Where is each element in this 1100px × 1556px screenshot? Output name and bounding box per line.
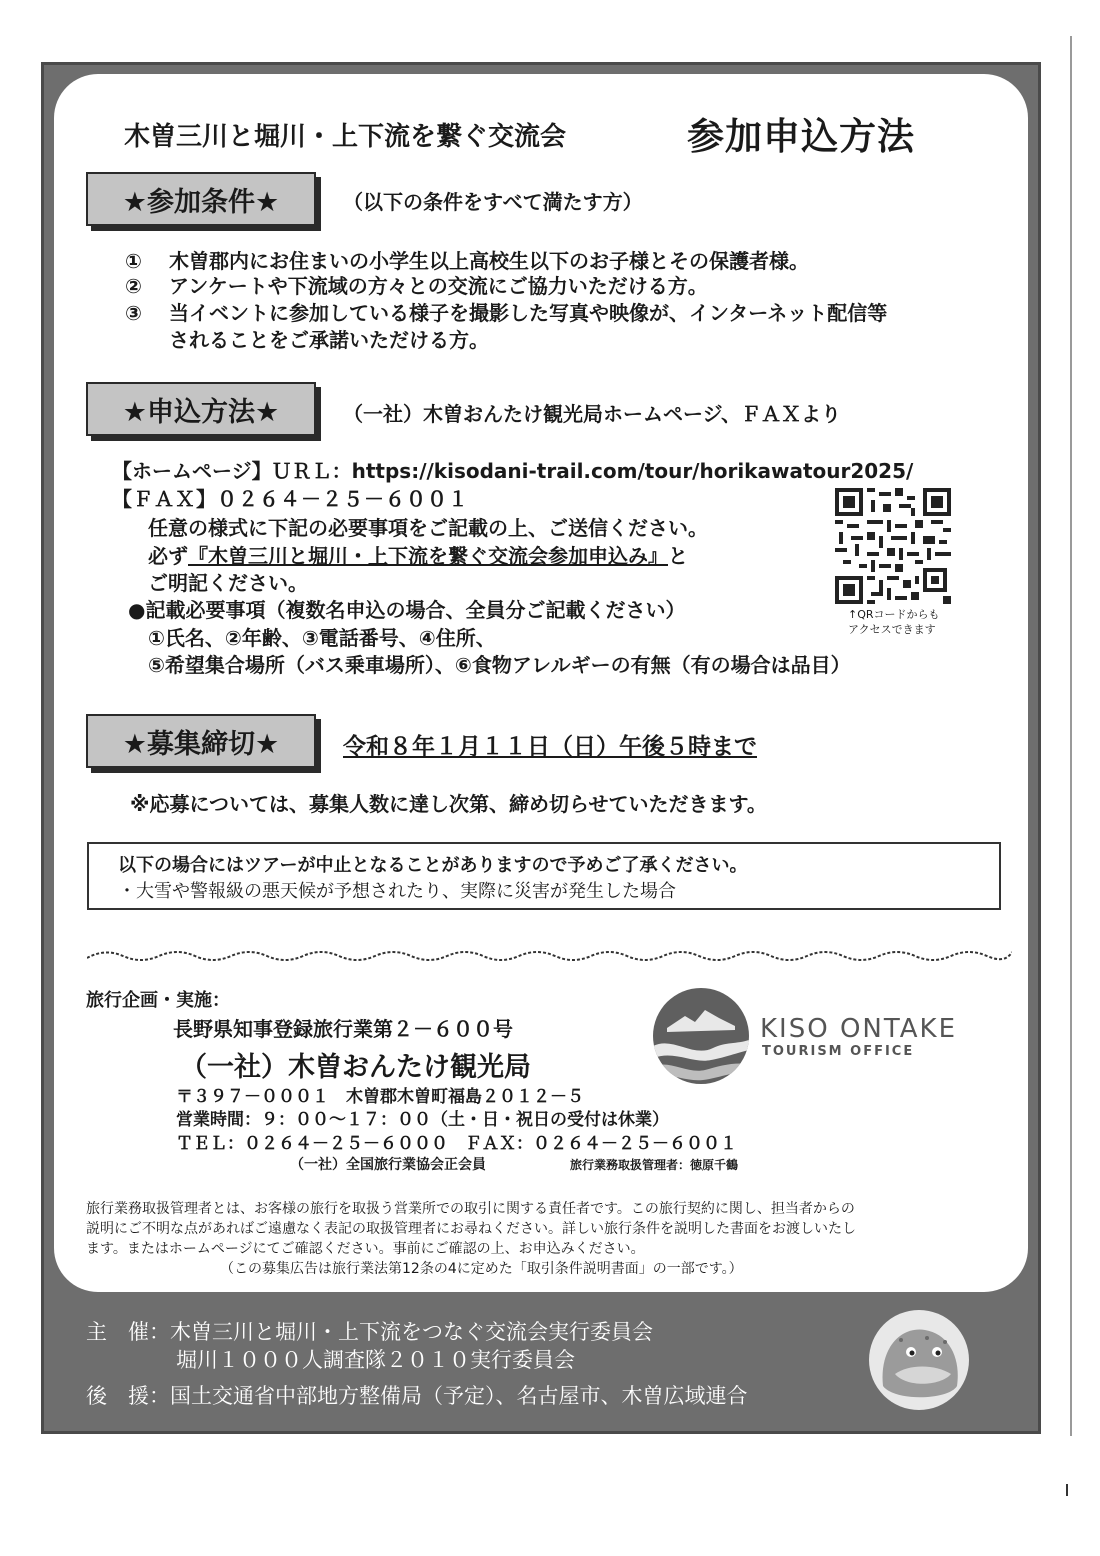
mascot-character-icon xyxy=(865,1308,973,1412)
condition-text: 木曽郡内にお住まいの小学生以上高校生以下のお子様とその保護者様。 xyxy=(169,249,809,273)
condition-number: ① xyxy=(125,249,142,273)
homepage-url[interactable]: https://kisodani-trail.com/tour/horikawatour2025/ xyxy=(351,459,914,483)
qr-caption-1: ↑QRコードからも xyxy=(848,608,940,621)
apply-note: （一社）木曽おんたけ観光局ホームページ、ＦＡＸより xyxy=(343,402,841,426)
condition-item-2 xyxy=(125,270,708,299)
condition-number: ③ xyxy=(125,301,142,325)
disclaimer-line-2: 説明にご不明な点があればご遠慮なく表記の取扱管理者にお尋ねください。詳しい旅行条件を説明した書面をお渡しいたし xyxy=(86,1221,856,1237)
support-label: 後 援： xyxy=(86,1384,170,1408)
fax-line: 【ＦＡＸ】０２６４－２５－６００１ xyxy=(112,487,469,511)
logo-title: KISO ONTAKE xyxy=(760,1014,957,1044)
homepage-label: 【ホームページ】ＵＲＬ： xyxy=(112,459,352,483)
page-edge-line xyxy=(1070,36,1072,1436)
page-title: 参加申込方法 xyxy=(687,115,915,158)
tel-fax: ＴＥＬ：０２６４－２５－６０００ ＦＡＸ：０２６４－２５－６００１ xyxy=(176,1134,737,1154)
required-title: ●記載必要事項（複数名申込の場合、全員分ご記載ください） xyxy=(128,598,686,622)
support-names: 国土交通省中部地方整備局（予定）、名古屋市、木曽広域連合 xyxy=(170,1384,748,1408)
condition-item-3 xyxy=(125,297,887,326)
condition-item-3-cont: されることをご承諾いただける方。 xyxy=(169,328,489,352)
homepage-line xyxy=(112,455,913,484)
apply-heading: ★申込方法★ xyxy=(86,382,316,436)
qr-caption-2: アクセスできます xyxy=(848,623,936,636)
host-name-1: 木曽三川と堀川・上下流をつなぐ交流会実行委員会 xyxy=(170,1320,653,1344)
host-line xyxy=(86,1316,653,1346)
travel-manager: 旅行業務取扱管理者：徳原千鶴 xyxy=(570,1158,739,1172)
disclaimer-line-1: 旅行業務取扱管理者とは、お客様の旅行を取扱う営業所での取引に関する責任者です。この旅行契約に関し、担当者からの xyxy=(86,1201,855,1217)
deadline-heading: ★募集締切★ xyxy=(86,714,316,768)
required-line-2: ⑤希望集合場所（バス乗車場所）、⑥食物アレルギーの有無（有の場合は品目） xyxy=(148,653,851,677)
must-line-2: ご明記ください。 xyxy=(148,571,308,595)
condition-text: 当イベントに参加している様子を撮影した写真や映像が、インターネット配信等 xyxy=(169,301,888,325)
registration-number: 長野県知事登録旅行業第２－６００号 xyxy=(173,1017,513,1041)
must-prefix: 必ず xyxy=(148,544,188,568)
scan-mark xyxy=(1066,1484,1068,1496)
disclaimer-line-4: （この募集広告は旅行業法第12条の4に定めた「取引条件説明書面」の一部です。） xyxy=(220,1261,743,1277)
condition-number: ② xyxy=(125,274,142,298)
conditions-note: （以下の条件をすべて満たす方） xyxy=(343,190,643,214)
notice-line-1: 以下の場合にはツアーが中止となることがありますので予めご了承ください。 xyxy=(118,855,748,876)
disclaimer-line-3: ます。またはホームページにてご確認ください。事前にご確認の上、お申込みください。 xyxy=(86,1241,645,1257)
kiso-ontake-logo-icon xyxy=(653,988,749,1084)
deadline-note: ※応募については、募集人数に達し次第、締め切らせていただきます。 xyxy=(130,792,767,816)
notice-line-2: ・大雪や警報級の悪天候が予想されたり、実際に災害が発生した場合 xyxy=(118,881,676,902)
qr-code-icon[interactable] xyxy=(835,488,951,604)
must-line xyxy=(148,540,688,569)
required-line-1: ①氏名、②年齢、③電話番号、④住所、 xyxy=(148,626,496,650)
wave-divider xyxy=(87,944,1012,966)
must-suffix: と xyxy=(668,544,688,568)
event-title: 木曽三川と堀川・上下流を繋ぐ交流会 xyxy=(124,122,567,152)
organizer-address: 〒３９７－０００１ 木曽郡木曽町福島２０１２－５ xyxy=(176,1087,584,1107)
must-title: 『木曽三川と堀川・上下流を繋ぐ交流会参加申込み』 xyxy=(188,544,668,568)
host-name-2: 堀川１０００人調査隊２０１０実行委員会 xyxy=(176,1348,575,1372)
logo-subtitle: TOURISM OFFICE xyxy=(762,1044,915,1059)
organizer-label: 旅行企画・実施： xyxy=(86,990,230,1011)
condition-text: アンケートや下流域の方々との交流にご協力いただける方。 xyxy=(169,274,708,298)
deadline-date: 令和８年１月１１日（日）午後５時まで xyxy=(343,734,757,760)
organizer-name: （一社）木曽おんたけ観光局 xyxy=(180,1052,531,1083)
membership: （一社）全国旅行業協会正会員 xyxy=(290,1157,486,1173)
conditions-heading: ★参加条件★ xyxy=(86,172,316,226)
fax-desc: 任意の様式に下記の必要事項をご記載の上、ご送信ください。 xyxy=(148,516,708,540)
host-label: 主 催： xyxy=(86,1320,170,1344)
support-line xyxy=(86,1380,748,1410)
business-hours: 営業時間：９：００～１７：００（土・日・祝日の受付は休業） xyxy=(176,1110,669,1130)
